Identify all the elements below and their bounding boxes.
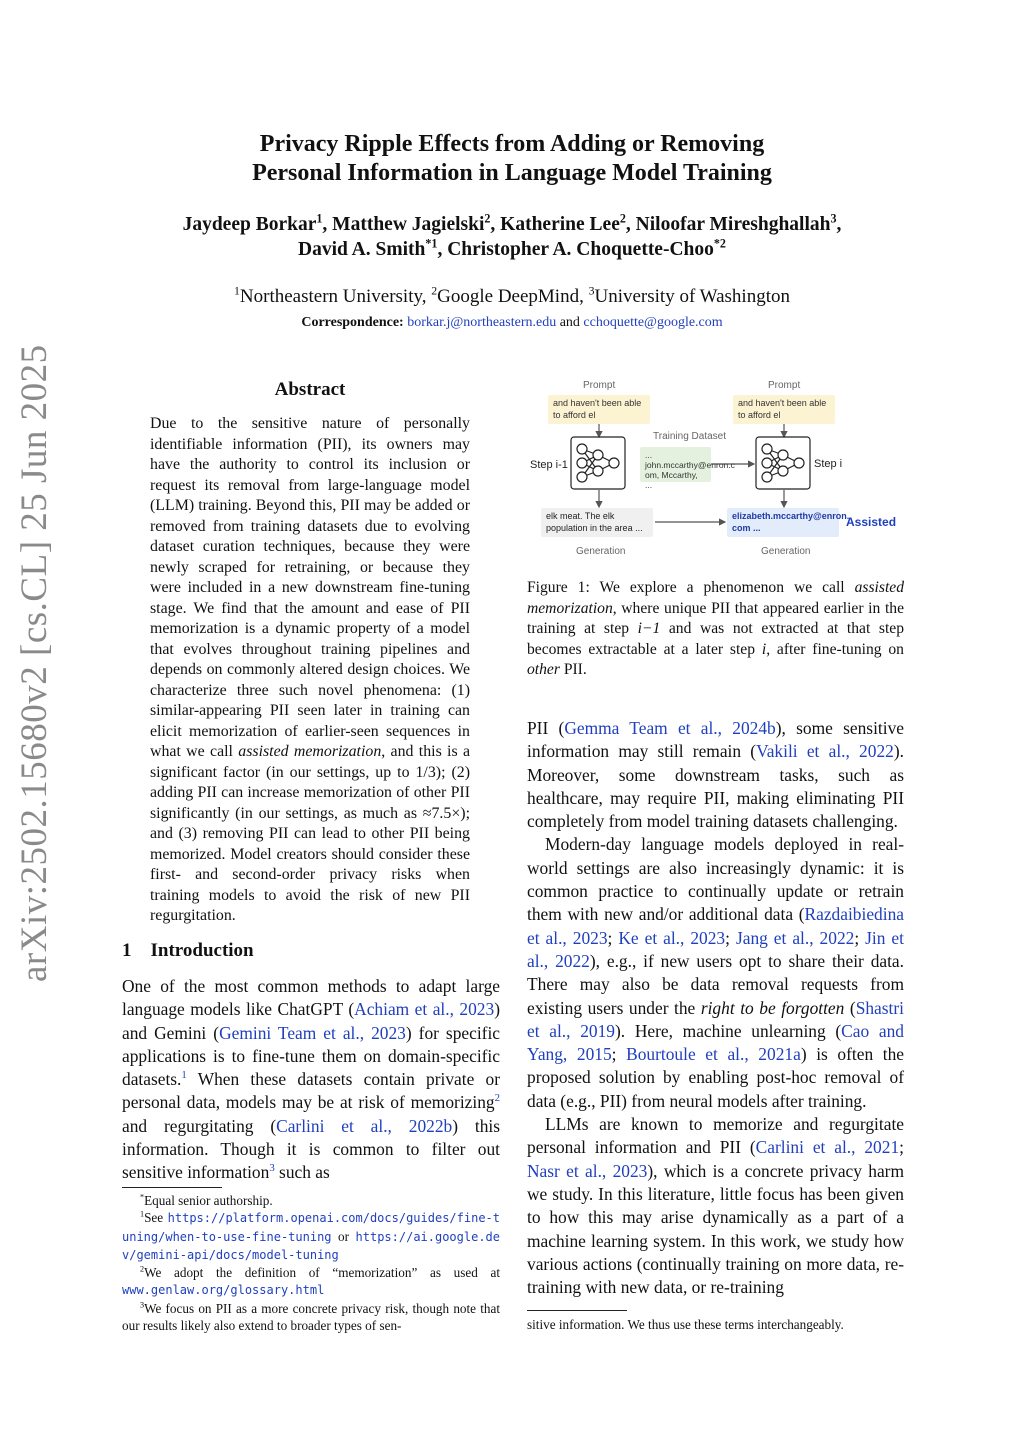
intro-paragraph <box>122 975 500 1185</box>
author-list: Jaydeep Borkar$^1$, Matthew Jagielski$^2$, Katherine Lee$^2$, Niloofar Mireshghallah$^3$, David A. Smith$^{*1}$, Christopher A. Choquette-Choo$^{*2}$ <box>182 211 842 260</box>
section-heading-introduction <box>122 940 254 962</box>
paragraph <box>527 833 904 1113</box>
text: PII ( <box>527 718 565 738</box>
footnote-text: We focus on PII as a more concrete privacy risk, though note that our results likely also extend to broader types of sen- <box>122 1300 500 1334</box>
citation-link[interactable]: Gemma Team et al., 2024b <box>564 718 776 738</box>
citation-link[interactable]: Ke et al., 2023 <box>618 927 726 948</box>
prompt-label-right: Prompt <box>768 380 801 391</box>
affiliation: Northeastern University <box>239 286 422 307</box>
text: ) this information. Though it is common to filter out sensitive information <box>122 1115 500 1183</box>
text: One of the most common methods to adapt large language models like ChatGPT ( <box>122 976 500 1020</box>
generation-box-left: elk meat. The elk population in the area ... <box>541 508 653 537</box>
abstract-heading: Abstract <box>274 379 346 400</box>
conjunction: and <box>559 315 580 330</box>
author-name: Niloofar Mireshghallah <box>635 214 831 235</box>
caption-text: PII. <box>559 661 587 679</box>
footnote-mark: 3 <box>140 1300 145 1310</box>
footnote-mark: * <box>140 1192 145 1202</box>
footnote-continuation: sitive information. We thus use these terms interchangeably. <box>527 1317 844 1332</box>
footnote-url-link[interactable]: https://platform.openai.com/docs/guides/fine-tuning/when-to-use-fine-tuning <box>122 1211 500 1244</box>
caption-text: and was not extracted at that step becomes extractable at a later step <box>527 620 904 658</box>
text: Modern-day language models deployed in real-world settings are also increasingly dynamic: it is common practice to continually update or retrain them with new and/or additional data ( <box>527 834 904 925</box>
text: ), e.g., if new users opt to share their data. There may also be data removal requests from existing users under the <box>527 950 905 1018</box>
text: ; <box>854 927 866 948</box>
affil-mark: 2 <box>431 284 438 298</box>
arxiv-identifier: arXiv:2502.15680v2 [cs.CL] 25 Jun 2025 <box>14 344 55 982</box>
footnote-2 <box>122 1264 500 1300</box>
author-affil-mark: 2 <box>619 211 626 226</box>
step-label-left: Step i-1 <box>530 459 568 471</box>
footnote-ref[interactable]: 2 <box>494 1092 500 1105</box>
affil-mark: 3 <box>588 284 595 298</box>
affil-mark: 1 <box>234 284 240 298</box>
caption-math: i <box>761 640 767 658</box>
prompt-box-right: and haven't been able to afford el <box>733 395 835 424</box>
author-name: Matthew Jagielski <box>332 214 485 235</box>
caption-text: Figure 1: We explore a phenomenon we call <box>527 579 855 596</box>
text: and regurgitating ( <box>122 1115 277 1136</box>
footnote-rule <box>527 1310 627 1311</box>
citation-link[interactable]: Jang et al., 2022 <box>735 927 855 948</box>
generation-box-right: elizabeth.mccarthy@enron. com ... <box>727 508 839 537</box>
correspondence-label: Correspondence: <box>301 315 404 330</box>
affiliation: University of Washington <box>594 286 790 307</box>
text: ) is often the proposed solution by enabling post-hoc removal of data (e.g., PII) from neural models after training. <box>527 1044 905 1111</box>
footnote-text: We adopt the definition of “memorization” as used at <box>144 1265 500 1281</box>
caption-text: , after fine-tuning on <box>766 640 904 658</box>
title-line-1: Privacy Ripple Effects from Adding or Removing <box>259 131 765 157</box>
text: ) for specific applications is to fine-tune them on domain-specific datasets. <box>122 1022 500 1090</box>
citation-link[interactable]: Bourtoule et al., 2021a <box>626 1044 801 1065</box>
prompt-box-left: and haven't been able to afford el <box>548 395 650 424</box>
text: When these datasets contain private or personal data, models may be at risk of memorizing <box>122 1069 500 1113</box>
citation-link[interactable]: Achiam et al., 2023 <box>354 999 495 1020</box>
footnote-3 <box>122 1300 500 1335</box>
text: ; <box>607 927 619 948</box>
author-name: Jaydeep Borkar <box>182 214 317 235</box>
text: ), some sensitive information may still remain ( <box>527 718 904 762</box>
citation-link[interactable]: Carlini et al., 2022b <box>276 1115 453 1136</box>
generation-label-left: Generation <box>576 546 626 557</box>
abstract-text: Due to the sensitive nature of personally identifiable information (PII), its owners may have the authority to control its inclusion or request its removal from large-language model (LLM) training. Beyond this, PII may be added or removed from training datasets due to evolving dataset curation techniques, because they were newly scraped for retraining, or because they were included in a new downstream fine-tuning stage. We find that the amount and ease of PII memorization is a dynamic property of a model that evolves throughout training pipelines and depends on commonly altered design choices. We characterize three such novel phenomena: (1) similar-appearing PII seen later in training can elicit memorization of earlier-seen sequences in what we call <box>150 415 470 760</box>
assisted-label: Assisted <box>846 515 897 529</box>
footnote-ref[interactable]: 3 <box>269 1162 275 1175</box>
author-affil-mark: 2 <box>484 211 491 226</box>
abstract-emphasis: assisted memorization <box>238 743 382 760</box>
training-dataset-box: ... john.mccarthy@enron.c om, Mccarthy, ... <box>640 447 711 482</box>
figure-1-diagram <box>527 377 904 562</box>
neural-network-icon-right <box>756 437 810 489</box>
section-number: 1 <box>122 940 132 961</box>
generation-label-right: Generation <box>761 546 811 557</box>
text: ; <box>725 927 736 948</box>
text: ). Here, machine unlearning ( <box>615 1020 842 1041</box>
citation-link[interactable]: Cao and Yang, 2015 <box>527 1020 904 1065</box>
training-dataset-label: Training Dataset <box>653 431 726 442</box>
step-label-right: Step i <box>814 458 843 470</box>
correspondence <box>0 315 1024 331</box>
figure-1-caption <box>527 578 904 681</box>
email-link-1[interactable]: borkar.j@northeastern.edu <box>407 315 557 330</box>
title-line-2: Personal Information in Language Model Training <box>252 160 772 186</box>
caption-emphasis: other <box>527 661 560 679</box>
abstract-text: , and this is a significant factor (in our settings, up to 1/3); (2) adding PII can increase memorization of other PII significantly (in our settings, as much as ≈7.5×); and (3) removing PII can lead to other PII being memorized. Model creators should consider these first- and second-order privacy risks when training models to avoid the risk of new PII regurgitation. <box>150 743 470 924</box>
footnote-mark: 2 <box>140 1264 145 1274</box>
paper-title <box>0 130 1024 188</box>
citation-link[interactable]: Gemini Team et al., 2023 <box>219 1022 406 1043</box>
footnote-text: Equal senior authorship. <box>144 1193 273 1208</box>
text: ; <box>611 1044 627 1065</box>
footnote-url-link[interactable]: www.genlaw.org/glossary.html <box>122 1283 325 1298</box>
caption-text: , where unique PII that appeared earlier in the training at step <box>527 599 904 638</box>
citation-link[interactable]: Razdaibiedina et al., 2023 <box>527 904 904 948</box>
author-name: David A. Smith <box>298 239 426 260</box>
emphasis: right to be forgotten <box>700 997 845 1018</box>
footnote-rule <box>122 1187 222 1188</box>
author-name: Christopher A. Choquette-Choo <box>447 239 714 260</box>
author-affil-mark: *2 <box>713 236 726 251</box>
paragraph <box>527 1113 904 1299</box>
citation-link[interactable]: Shastri et al., 2019 <box>527 997 904 1041</box>
citation-link[interactable]: Nasr et al., 2023 <box>527 1160 648 1181</box>
author-affil-mark: *1 <box>425 236 438 251</box>
prompt-label-left: Prompt <box>583 380 616 391</box>
caption-math: i−1 <box>637 620 661 638</box>
text: ) and Gemini ( <box>122 999 500 1043</box>
footnote-url-link[interactable]: https://ai.google.dev/gemini-api/docs/model-tuning <box>122 1229 501 1262</box>
citation-link[interactable]: Jin et al., 2022 <box>527 927 904 971</box>
text: ( <box>844 997 856 1018</box>
neural-network-icon-left <box>571 437 625 489</box>
text: such as <box>274 1162 330 1183</box>
footnote-star <box>122 1192 500 1209</box>
affiliation: Google DeepMind <box>437 286 580 307</box>
abstract-body <box>150 414 470 927</box>
citation-link[interactable]: Vakili et al., 2022 <box>756 741 894 762</box>
affiliations: $^1$Northeastern University, $^2$Google DeepMind, $^3$University of Washington <box>234 284 790 307</box>
footnotes <box>122 1192 500 1334</box>
caption-emphasis: assisted memorization <box>527 579 904 617</box>
footnote-text: or <box>338 1228 350 1244</box>
email-link-2[interactable]: cchoquette@google.com <box>583 315 723 330</box>
paragraph <box>527 717 904 833</box>
citation-link[interactable]: Carlini et al., 2021 <box>755 1137 900 1158</box>
footnote-text: See <box>144 1210 164 1226</box>
text: ), which is a concrete privacy harm we study. In this literature, little focus has been given to how this may arise dynamically as a part of a machine learning system. In this work, we study how various actions (continually training on more data, re-training with new data, or re-training <box>527 1160 904 1298</box>
author-name: Katherine Lee <box>500 214 620 235</box>
author-affil-mark: 3 <box>830 211 837 226</box>
author-affil-mark: 1 <box>316 211 323 226</box>
right-column-body <box>527 717 904 1299</box>
footnote-ref[interactable]: 1 <box>181 1069 187 1082</box>
section-title: Introduction <box>150 940 254 961</box>
footnote-mark: 1 <box>140 1209 145 1219</box>
footnote-1 <box>122 1209 500 1264</box>
text: ). Moreover, some downstream tasks, such as healthcare, may require PII, making eliminating PII completely from model training datasets challenging. <box>527 741 904 832</box>
text: LLMs are known to memorize and regurgitate personal information and PII ( <box>527 1114 904 1158</box>
text: ; <box>899 1137 904 1158</box>
